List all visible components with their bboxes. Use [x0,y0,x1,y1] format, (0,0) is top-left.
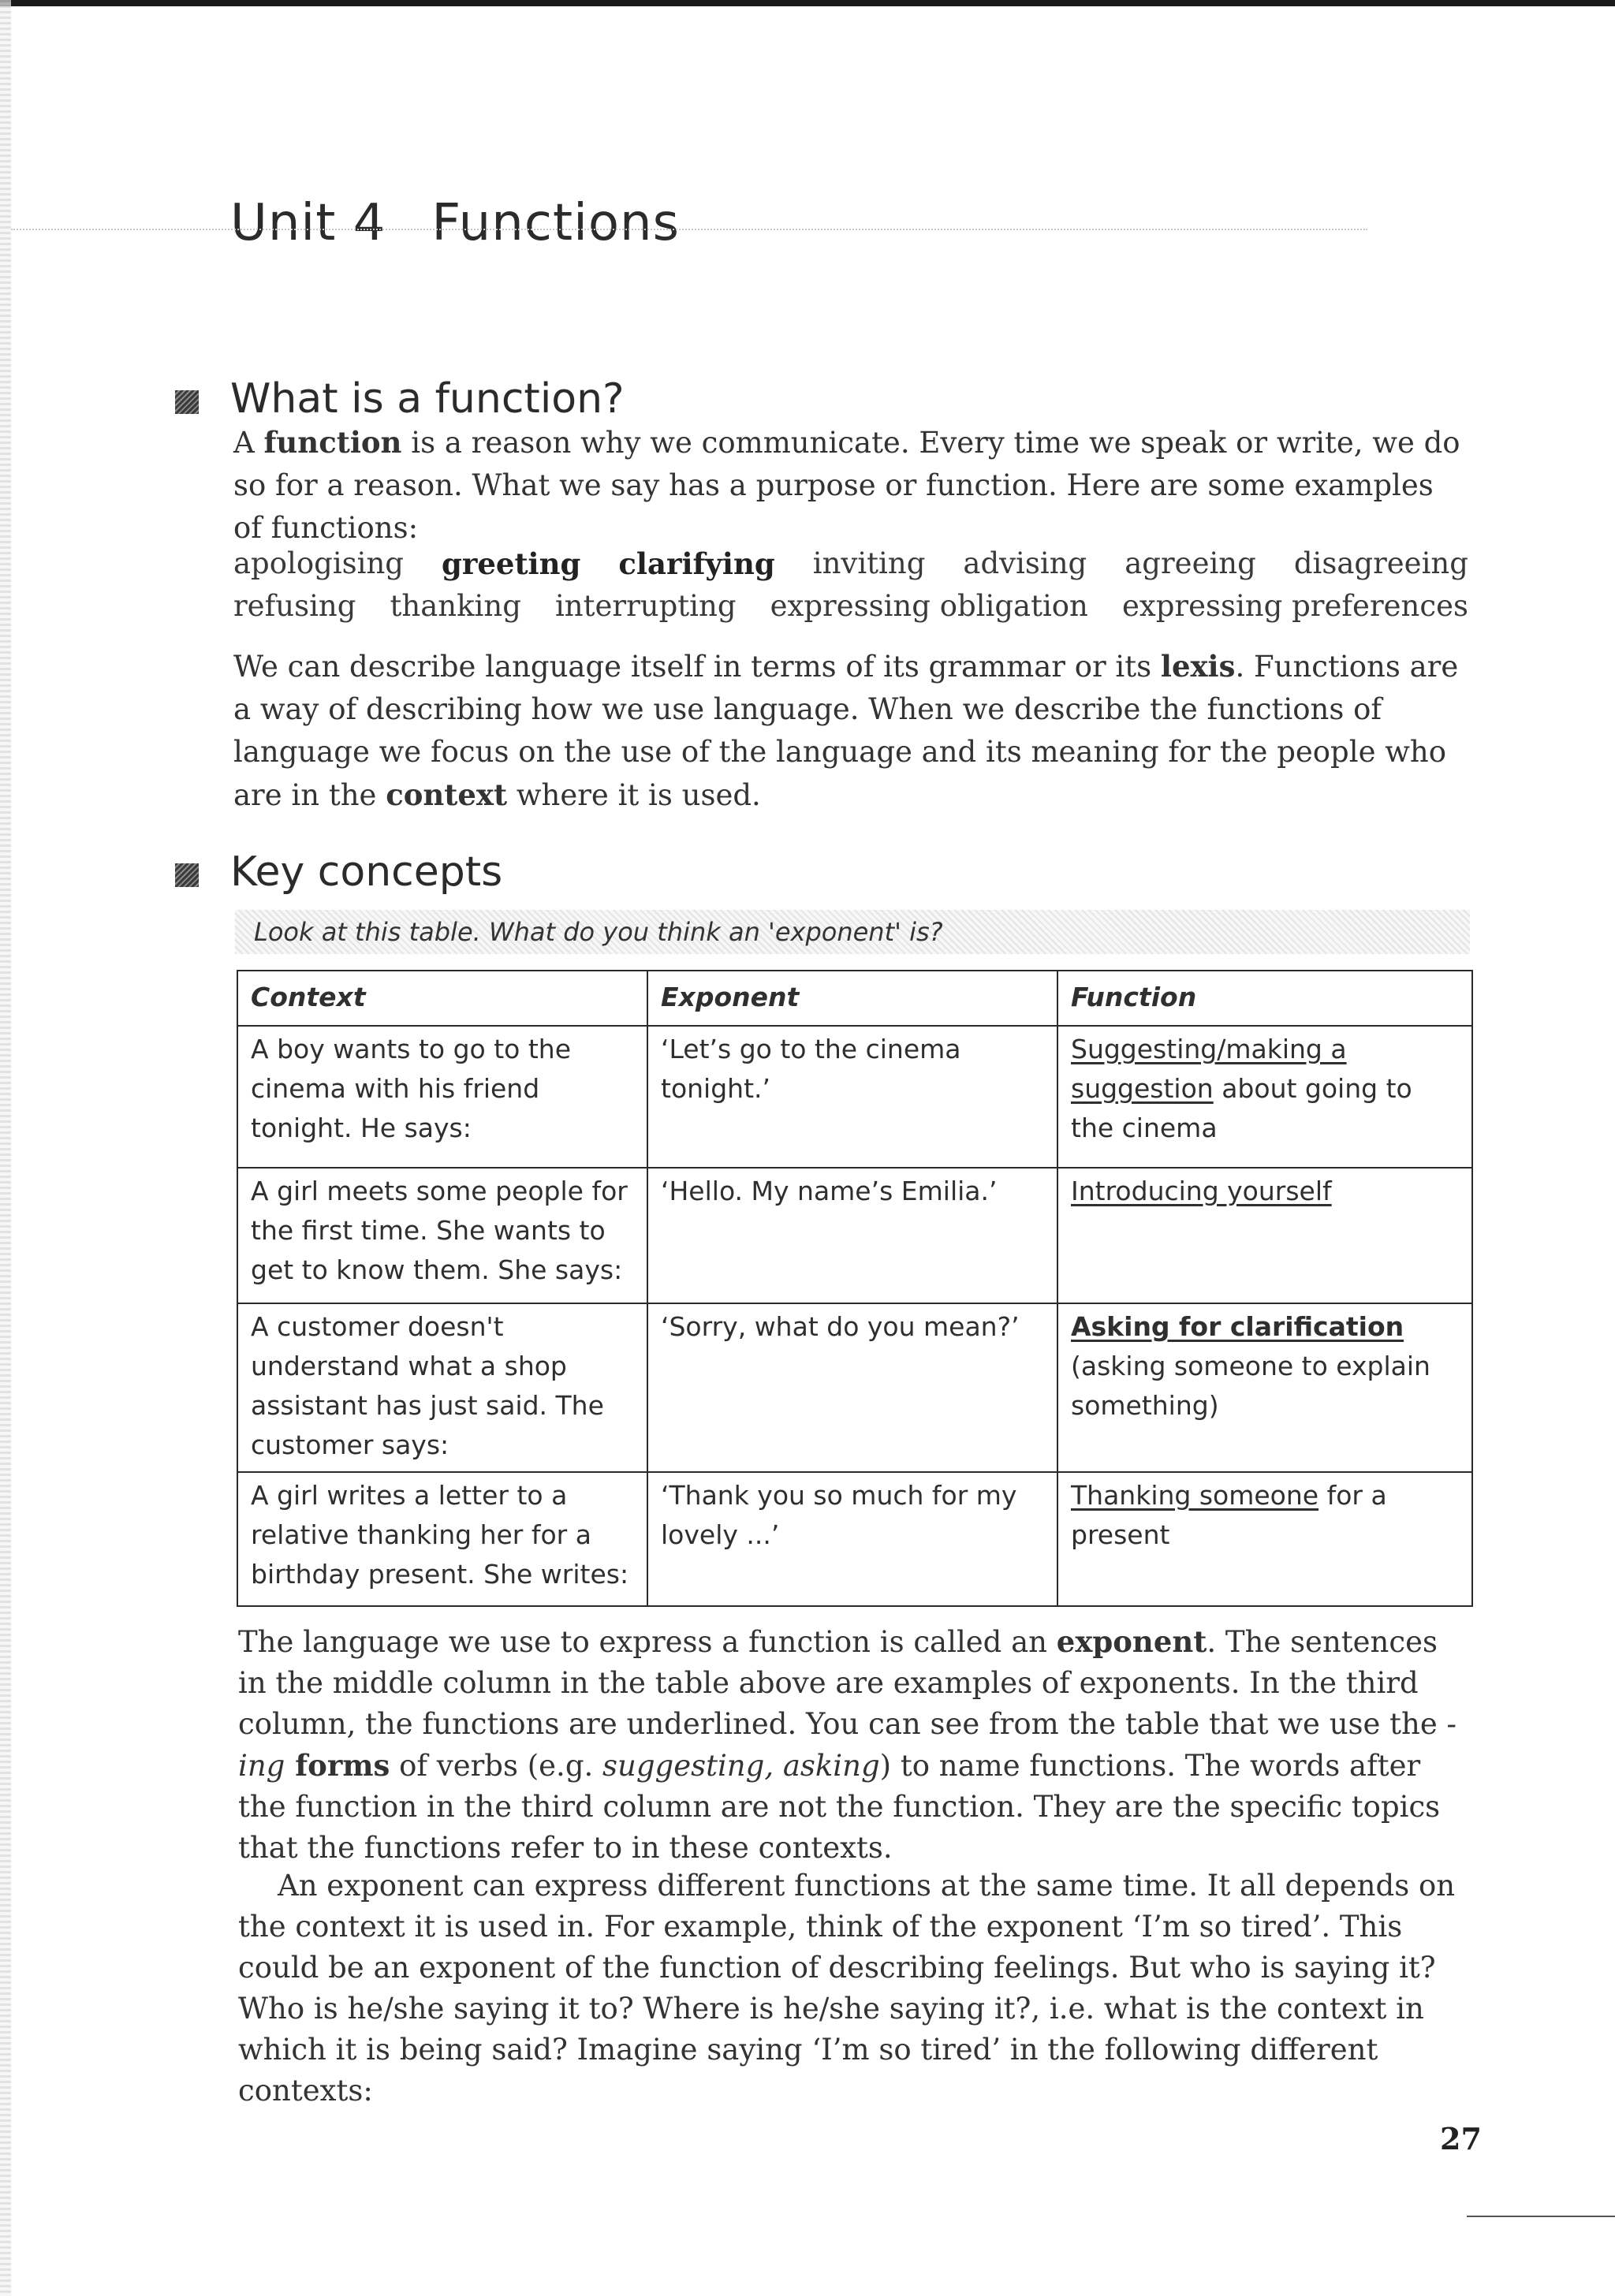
table-row [237,1472,1472,1606]
function-cell: Asking for clarification (asking someone to explain something) [1057,1303,1472,1472]
function-example: expressing obligation [770,589,1088,623]
function-example: disagreeing [1293,546,1468,580]
exponent-cell: ‘Hello. My name’s Emilia.’ [647,1168,1057,1303]
table-row [237,1026,1472,1168]
section-heading-key-concepts: Key concepts [175,848,502,896]
function-example: apologising [233,546,404,580]
function-name: Asking for clarification [1071,1311,1404,1342]
function-example: greeting [442,546,581,581]
header-exponent: Exponent [647,971,1057,1026]
key-concepts-table [237,970,1473,1607]
intro-paragraph: A function is a reason why we communicate. Every time we speak or write, we do so for a reason. What we say has a purpose or function. Here are some examples of functions: [233,425,1460,545]
unit-name: Functions [431,194,680,252]
section-heading-what-is-a-function: What is a function? [175,375,625,423]
term-context: context [386,777,508,812]
function-cell: Suggesting/making a suggestion about going to the cinema [1057,1026,1472,1168]
function-name: Thanking someone [1071,1480,1319,1511]
unit-dotted-rule [11,229,1367,230]
function-name: Suggesting/making a suggestion [1071,1034,1347,1104]
function-example: expressing preferences [1121,589,1468,623]
description-paragraph: We can describe language itself in terms of its grammar or its lexis. Functions are a way of describing how we use language. When we describe the functions of language we focus on the use of the language and its meaning for the people who are in the context where it is used. [233,649,1459,812]
context-cell: A girl meets some people for the first time. She wants to get to know them. She says: [237,1168,647,1303]
unit-title [230,194,680,252]
function-cell: Thanking someone for a present [1057,1472,1472,1606]
function-example: thanking [390,589,521,623]
table-row [237,1303,1472,1472]
forms-term: forms [285,1748,390,1783]
function-example: clarifying [618,546,775,581]
square-bullet-icon [175,390,199,414]
function-example: inviting [812,546,926,580]
context-paragraph: An exponent can express different functions at the same time. It all depends on the context it is used in. For example, think of the exponent ‘I’m so tired’. This could be an exponent of the function of describing feelings. But who is saying it? Who is he/she saying it to? Where is he/she saying it?, i.e. what is the context in which it is being said? Imagine saying ‘I’m so tired’ in the following different contexts: [238,1869,1456,2108]
term-exponent: exponent [1056,1624,1207,1659]
function-cell [1057,1168,1472,1303]
term-function: function [263,425,402,460]
scan-edge [0,0,11,2296]
context-cell: A girl writes a letter to a relative thanking her for a birthday present. She writes: [237,1472,647,1606]
exponent-cell: ‘Sorry, what do you mean?’ [647,1303,1057,1472]
function-examples-row-1 [233,542,1468,585]
example-verbs: suggesting, asking [602,1749,880,1783]
task-instruction: Look at this table. What do you think an 'exponent' is? [235,910,1470,954]
unit-number: Unit 4 [230,194,386,252]
header-function: Function [1057,971,1472,1026]
exponent-cell: ‘Thank you so much for my lovely ...’ [647,1472,1057,1606]
context-cell: A customer doesn't understand what a shop assistant has just said. The customer says: [237,1303,647,1472]
page-number: 27 [1440,2121,1482,2156]
context-cell: A boy wants to go to the cinema with his friend tonight. He says: [237,1026,647,1168]
header-context: Context [237,971,647,1026]
function-example: refusing [233,589,356,623]
ing-term: -ing [238,1707,1457,1783]
function-example: agreeing [1125,546,1256,580]
function-example: interrupting [554,589,737,623]
exponent-cell: ‘Let’s go to the cinema tonight.’ [647,1026,1057,1168]
function-examples [233,542,1468,628]
function-examples-row-2 [233,585,1468,628]
function-example: advising [963,546,1087,580]
table-row [237,1168,1472,1303]
table-header-row [237,971,1472,1026]
exponent-paragraph: The language we use to express a function is called an exponent. The sentences in the middle column in the table above are examples of exponents. In the third column, the functions are underlined. You can see from the table that we use the -ing forms of verbs (e.g. suggesting, asking) to name functions. The words after the function in the third column are not the function. They are the specific topics that the functions refer to in these contexts. [238,1624,1457,1865]
top-border [0,0,1615,6]
corner-rule [1467,2216,1615,2217]
function-name: Introducing yourself [1071,1176,1332,1206]
term-lexis: lexis [1160,649,1236,684]
square-bullet-icon [175,863,199,887]
